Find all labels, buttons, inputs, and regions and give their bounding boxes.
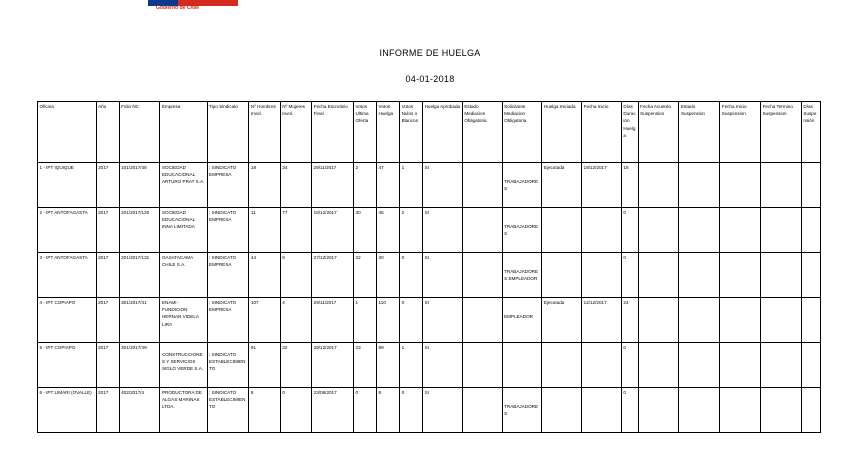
col-header: Solicitante Mediacion Obligatoria xyxy=(502,102,542,163)
table-cell xyxy=(354,388,377,433)
cell-text: TRABAJADORES xyxy=(504,224,539,237)
col-header: Huelga Iniciada xyxy=(542,102,582,163)
table-cell xyxy=(582,253,622,298)
cell-text: 1 xyxy=(355,300,359,305)
col-header: Estado Mediacion Obligatoria xyxy=(462,102,502,163)
table-cell xyxy=(312,343,354,388)
table-cell xyxy=(423,388,463,433)
cell-text: 77 xyxy=(282,210,288,215)
gobierno-logo xyxy=(148,0,238,12)
col-header: Empresa xyxy=(160,102,207,163)
cell-text: 34 xyxy=(282,165,288,170)
cell-text: GASATACAMA CHILE S.A. xyxy=(161,255,193,268)
col-header: Nº Mujeres Invol. xyxy=(280,102,311,163)
cell-text: 6 xyxy=(282,255,285,260)
table-cell xyxy=(720,163,761,208)
table-cell xyxy=(621,208,638,253)
table-cell xyxy=(621,163,638,208)
table-row xyxy=(38,253,821,298)
table-cell xyxy=(38,343,97,388)
cell-text: 91 xyxy=(250,345,257,350)
table-cell xyxy=(119,388,160,433)
table-cell xyxy=(96,298,119,343)
table-cell xyxy=(207,253,249,298)
cell-text: 4 xyxy=(282,300,285,305)
table-cell xyxy=(720,298,761,343)
table-cell xyxy=(542,253,582,298)
cell-text: 0 xyxy=(355,390,359,395)
table-cell xyxy=(801,208,820,253)
table-cell xyxy=(423,343,463,388)
cell-text: ; SINDICATO EMPRESA xyxy=(209,300,237,313)
table-cell xyxy=(502,298,542,343)
table-cell xyxy=(638,253,679,298)
table-cell xyxy=(249,343,280,388)
cell-text: 2 xyxy=(355,165,359,170)
cell-text: SOCIEDAD EDUCACIONAL INNA LIMITADA xyxy=(161,210,195,230)
table-cell xyxy=(119,298,160,343)
table-cell xyxy=(207,208,249,253)
cell-text: 110 xyxy=(378,300,386,305)
cell-text: SI xyxy=(424,165,429,170)
table-cell xyxy=(207,343,249,388)
table-cell xyxy=(801,298,820,343)
table-cell xyxy=(761,298,802,343)
cell-text: 201/2017/120 xyxy=(121,210,150,215)
table-cell xyxy=(542,163,582,208)
table-cell xyxy=(423,163,463,208)
cell-text: 301/2017/49 xyxy=(121,345,147,350)
col-header: Días Duración Huelga xyxy=(621,102,638,163)
table-cell xyxy=(679,343,720,388)
table-cell xyxy=(582,388,622,433)
col-header: Votos Nulos o Blancos xyxy=(400,102,423,163)
cell-text: 0 xyxy=(401,255,405,260)
table-cell xyxy=(638,163,679,208)
cell-text: 23/08/2017 xyxy=(313,390,337,395)
cell-text: 18 xyxy=(250,165,257,170)
col-header: Tipo Sindicato xyxy=(207,102,249,163)
table-cell xyxy=(377,163,400,208)
cell-text: 99 xyxy=(378,345,384,350)
col-header: Fecha Inicio Suspension xyxy=(720,102,761,163)
cell-text: 1 xyxy=(401,345,405,350)
table-cell xyxy=(377,253,400,298)
table-cell xyxy=(582,343,622,388)
cell-text: 3 - IPT ANTOFAGASTA xyxy=(39,255,88,260)
cell-text: 18/12/2017 xyxy=(583,165,607,170)
table-cell xyxy=(354,253,377,298)
cell-text: EMPLEADOR xyxy=(504,314,533,319)
cell-text: 30 xyxy=(378,255,384,260)
table-cell xyxy=(377,388,400,433)
table-cell xyxy=(638,388,679,433)
table-cell xyxy=(312,163,354,208)
table-cell xyxy=(423,253,463,298)
cell-text: Ejecutada xyxy=(543,165,565,170)
col-header: Fecha Escrutinio Final xyxy=(312,102,354,163)
table-cell xyxy=(119,208,160,253)
table-cell xyxy=(502,208,542,253)
cell-text: 29/11/2017 xyxy=(313,300,337,305)
table-cell xyxy=(582,163,622,208)
table-header-row xyxy=(38,102,821,163)
table-cell xyxy=(119,163,160,208)
cell-text: Ejecutada xyxy=(543,300,565,305)
cell-text: 27/12/2017 xyxy=(313,255,337,260)
table-cell xyxy=(679,388,720,433)
table-cell xyxy=(502,388,542,433)
table-cell xyxy=(582,208,622,253)
cell-text: SI xyxy=(424,345,429,350)
table-cell xyxy=(38,388,97,433)
cell-text: 301/2017/41 xyxy=(121,300,147,305)
table-cell xyxy=(621,298,638,343)
table-cell xyxy=(96,253,119,298)
cell-text: 11 xyxy=(250,210,256,215)
table-cell xyxy=(462,208,502,253)
table-cell xyxy=(720,208,761,253)
cell-text: 402/2017/4 xyxy=(121,390,145,395)
cell-text: 107 xyxy=(250,300,259,305)
table-cell xyxy=(462,163,502,208)
table-cell xyxy=(801,343,820,388)
cell-text: ; SINDICATO EMPRESA xyxy=(209,165,237,178)
table-cell xyxy=(462,343,502,388)
logo-text: Gobierno de Chile xyxy=(156,5,200,11)
cell-text: 32 xyxy=(282,345,288,350)
table-cell xyxy=(160,253,207,298)
cell-text: 201/2017/131 xyxy=(121,255,150,260)
table-cell xyxy=(280,388,311,433)
table-cell xyxy=(423,208,463,253)
cell-text: 18/12/2017 xyxy=(313,210,337,215)
table-cell xyxy=(160,298,207,343)
cell-text: ; SINDICATO EMPRESA xyxy=(209,255,237,268)
table-cell xyxy=(312,253,354,298)
cell-text: 0 xyxy=(623,345,626,350)
table-cell xyxy=(502,253,542,298)
cell-text: PRODUCTORA DE ALGAS MARINAS LTDA. xyxy=(161,390,202,410)
cell-text: 47 xyxy=(378,165,384,170)
col-header: Nº Hombres Invol. xyxy=(249,102,280,163)
col-header: Oficina xyxy=(38,102,97,163)
cell-text: 22 xyxy=(355,255,361,260)
table-cell xyxy=(160,343,207,388)
cell-text: ; SINDICATO ESTABLECIMIENTO xyxy=(209,352,246,372)
col-header: Fecha Termino Suspension xyxy=(761,102,802,163)
cell-text: ; SINDICATO ESTABLECIMIENTO xyxy=(209,390,246,410)
table-cell xyxy=(354,343,377,388)
table-cell xyxy=(249,298,280,343)
table-cell xyxy=(354,298,377,343)
cell-text: 1 - IPT IQUIQUE xyxy=(39,165,74,170)
strike-report-table xyxy=(37,101,821,433)
report-title: INFORME DE HUELGA xyxy=(379,48,481,58)
cell-text: 2017 xyxy=(98,390,109,395)
cell-text: 6 - IPT LIMARI (OVALLE) xyxy=(39,390,92,395)
col-header: Votos Ultima Oferta xyxy=(354,102,377,163)
cell-text: ; SINDICATO EMPRESA xyxy=(209,210,237,223)
table-cell xyxy=(400,253,423,298)
table-row xyxy=(38,343,821,388)
cell-text: 2017 xyxy=(98,255,109,260)
cell-text: 5 - IPT COPIAPO xyxy=(39,345,76,350)
cell-text: TRABAJADORES xyxy=(504,404,539,417)
cell-text: 23 xyxy=(355,345,361,350)
table-cell xyxy=(160,163,207,208)
table-cell xyxy=(761,208,802,253)
table-cell xyxy=(502,343,542,388)
cell-text: 24 xyxy=(623,300,629,305)
table-cell xyxy=(502,163,542,208)
col-header: Estado Suspension xyxy=(679,102,720,163)
table-cell xyxy=(354,163,377,208)
col-header: Votos Huelga xyxy=(377,102,400,163)
col-header: Días Suspensión xyxy=(801,102,820,163)
table-row xyxy=(38,298,821,343)
col-header: Fecha Inicio xyxy=(582,102,622,163)
table-cell xyxy=(280,253,311,298)
table-cell xyxy=(542,388,582,433)
table-cell xyxy=(249,253,280,298)
table-cell xyxy=(801,163,820,208)
cell-text: 2017 xyxy=(98,345,109,350)
table-cell xyxy=(119,253,160,298)
cell-text: CONSTRUCCIONES Y SERVICIOS SIGLO VERDE S.A. xyxy=(161,352,204,372)
col-header: Folio NC xyxy=(119,102,160,163)
table-cell xyxy=(207,298,249,343)
cell-text: SOCIEDAD EDUCACIONAL ARTURO PRAT S.A. xyxy=(161,165,205,185)
col-header: Huelga Aprobada xyxy=(423,102,463,163)
cell-text: 2017 xyxy=(98,165,109,170)
table-row xyxy=(38,208,821,253)
table-cell xyxy=(761,388,802,433)
table-cell xyxy=(679,208,720,253)
table-cell xyxy=(38,298,97,343)
table-cell xyxy=(400,163,423,208)
table-cell xyxy=(354,208,377,253)
table-cell xyxy=(160,208,207,253)
cell-text: 2 xyxy=(401,210,405,215)
table-cell xyxy=(761,253,802,298)
table-cell xyxy=(38,208,97,253)
table-row xyxy=(38,163,821,208)
cell-text: 30 xyxy=(355,210,361,215)
table-cell xyxy=(423,298,463,343)
table-cell xyxy=(377,343,400,388)
table-cell xyxy=(621,343,638,388)
table-row xyxy=(38,388,821,433)
table-cell xyxy=(761,163,802,208)
table-cell xyxy=(801,388,820,433)
table-cell xyxy=(582,298,622,343)
table-cell xyxy=(312,388,354,433)
cell-text: SI xyxy=(424,210,429,215)
cell-text: 0 xyxy=(623,390,626,395)
table-cell xyxy=(96,163,119,208)
table-body xyxy=(38,163,821,433)
col-header: Año xyxy=(96,102,119,163)
cell-text: SI xyxy=(424,300,429,305)
cell-text: SI xyxy=(424,390,429,395)
table-cell xyxy=(96,388,119,433)
cell-text: 0 xyxy=(623,255,626,260)
table-cell xyxy=(542,343,582,388)
cell-text: 18 xyxy=(623,165,629,170)
table-cell xyxy=(761,343,802,388)
col-header: Fecha Acuerdo Suspension xyxy=(638,102,679,163)
cell-text: TRABAJADORES xyxy=(504,179,539,192)
table-cell xyxy=(249,163,280,208)
table-cell xyxy=(720,388,761,433)
cell-text: 29/11/2017 xyxy=(313,165,337,170)
cell-text: TRABAJADORES EMPLEADOR xyxy=(504,269,539,282)
cell-text: SI xyxy=(424,255,429,260)
table-cell xyxy=(638,298,679,343)
table-cell xyxy=(280,343,311,388)
cell-text: ENAMI - FUNDICION HERNAN VIDELA LIRA xyxy=(161,300,199,327)
table-cell xyxy=(96,343,119,388)
table-cell xyxy=(280,208,311,253)
table-cell xyxy=(720,253,761,298)
cell-text: 8 xyxy=(378,390,382,395)
table-cell xyxy=(207,388,249,433)
cell-text: 2017 xyxy=(98,210,109,215)
table-cell xyxy=(801,253,820,298)
table-cell xyxy=(462,298,502,343)
table-cell xyxy=(96,208,119,253)
cell-text: 0 xyxy=(623,210,626,215)
table-cell xyxy=(542,298,582,343)
cell-text: 2 - IPT ANTOFAGASTA xyxy=(39,210,88,215)
table-cell xyxy=(312,208,354,253)
table-cell xyxy=(400,208,423,253)
cell-text: 8 xyxy=(250,390,254,395)
table-cell xyxy=(38,163,97,208)
table-cell xyxy=(679,253,720,298)
cell-text: 101/2017/46 xyxy=(121,165,147,170)
table-cell xyxy=(119,343,160,388)
table-cell xyxy=(377,208,400,253)
table-cell xyxy=(280,163,311,208)
table-cell xyxy=(400,343,423,388)
table-cell xyxy=(312,298,354,343)
table-cell xyxy=(679,163,720,208)
cell-text: 2017 xyxy=(98,300,109,305)
table-cell xyxy=(400,388,423,433)
table-cell xyxy=(249,388,280,433)
table-cell xyxy=(638,343,679,388)
table-cell xyxy=(462,253,502,298)
cell-text: 29/12/2017 xyxy=(313,345,337,350)
cell-text: 44 xyxy=(250,255,257,260)
table-cell xyxy=(638,208,679,253)
table-cell xyxy=(542,208,582,253)
cell-text: 0 xyxy=(401,300,405,305)
table-cell xyxy=(280,298,311,343)
table-cell xyxy=(377,298,400,343)
cell-text: 4 - IPT COPIAPO xyxy=(39,300,76,305)
table-cell xyxy=(720,343,761,388)
cell-text: 45 xyxy=(378,210,384,215)
table-cell xyxy=(249,208,280,253)
table-cell xyxy=(400,298,423,343)
cell-text: 0 xyxy=(282,390,285,395)
table-cell xyxy=(38,253,97,298)
table-cell xyxy=(621,388,638,433)
table-cell xyxy=(462,388,502,433)
cell-text: 0 xyxy=(401,390,405,395)
table-cell xyxy=(160,388,207,433)
report-date: 04-01-2018 xyxy=(405,74,455,84)
table-cell xyxy=(679,298,720,343)
table-cell xyxy=(621,253,638,298)
cell-text: 12/12/2017 xyxy=(583,300,607,305)
table-cell xyxy=(207,163,249,208)
cell-text: 1 xyxy=(401,165,405,170)
